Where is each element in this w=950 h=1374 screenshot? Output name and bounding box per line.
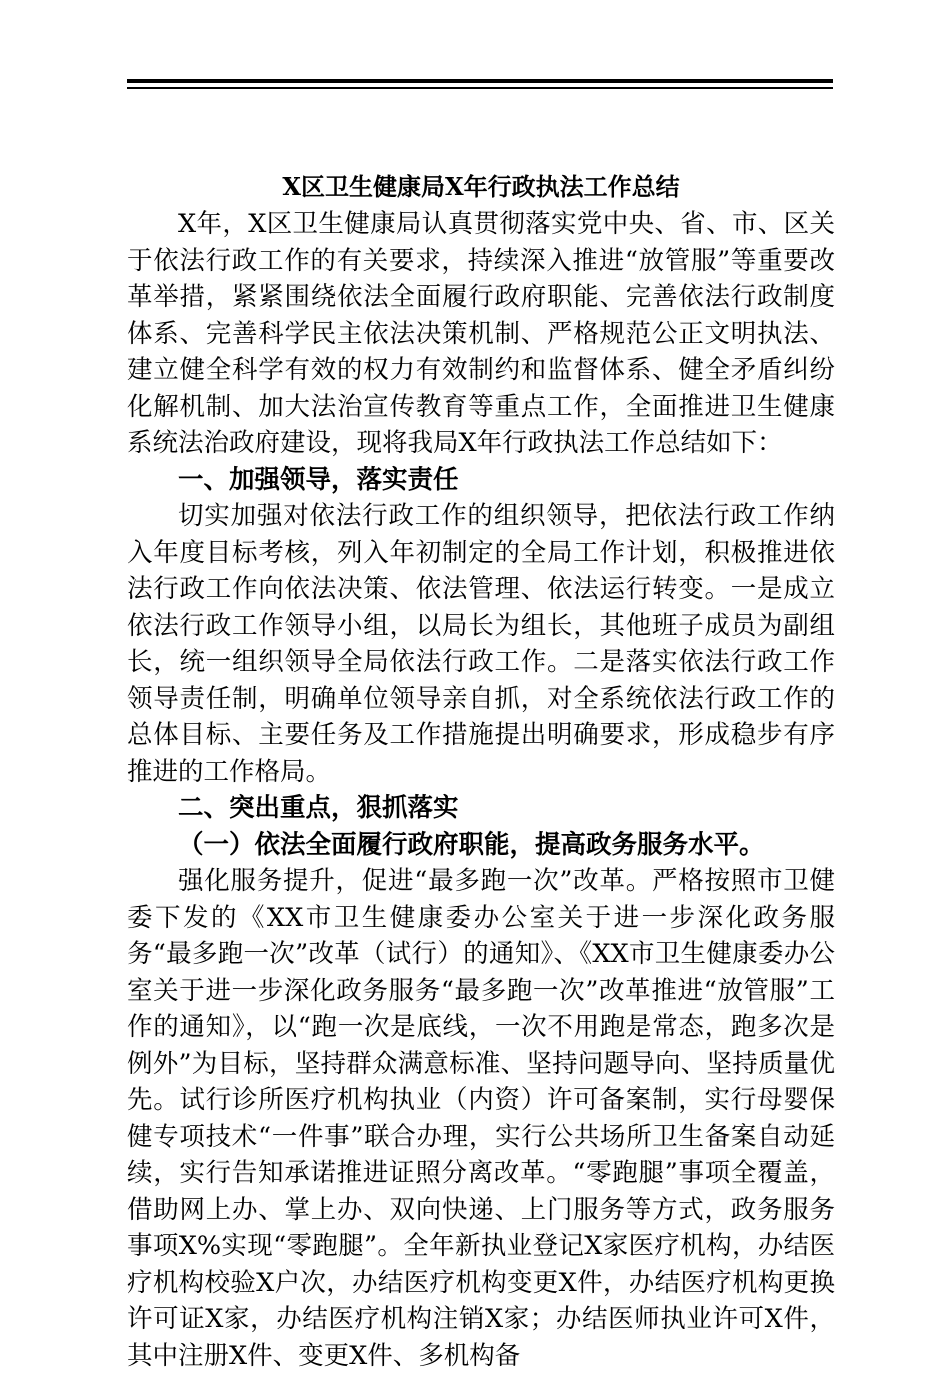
intro-paragraph: X年，X区卫生健康局认真贯彻落实党中央、省、市、区关于依法行政工作的有关要求，持续深入推进“放管服”等重要改革举措，紧紧围绕依法全面履行政府职能、完善依法行政制度体系、完善科学民主依法决策机制、严格规范公正文明执法、建立健全科学有效的权力有效制约和监督体系、健全矛盾纠纷化解机制、加大法治宣传教育等重点工作，全面推进卫生健康系统法治政府建设，现将我局X年行政执法工作总结如下：: [127, 209, 835, 458]
section-1-paragraph: 切实加强对依法行政工作的组织领导，把依法行政工作纳入年度目标考核，列入年初制定的全局工作计划，积极推进依法行政工作向依法决策、依法管理、依法运行转变。一是成立依法行政工作领导小组，以局长为组长，其他班子成员为副组长，统一组织领导全局依法行政工作。二是落实依法行政工作领导责任制，明确单位领导亲自抓，对全系统依法行政工作的总体目标、主要任务及工作措施提出明确要求，形成稳步有序推进的工作格局。: [127, 501, 835, 787]
section-heading-2: 二、突出重点，狠抓落实: [178, 793, 459, 823]
section-heading-1: 一、加强领导，落实责任: [178, 464, 459, 495]
header-rule-thick: [127, 79, 833, 83]
subsection-1-paragraph: 强化服务提升，促进“最多跑一次”改革。严格按照市卫健委下发的《XX市卫生健康委办公室关于进一步深化政务服务“最多跑一次”改革（试行）的通知》、《XX市卫生健康委办公室关于进一步深化政务服务“最多跑一次”改革推进“放管服”工作的通知》，以“跑一次是底线，一次不用跑是常态，跑多次是例外”为目标，坚持群众满意标准、坚持问题导向、坚持质量优先。试行诊所医疗机构执业（内资）许可备案制，实行母婴保健专项技术“一件事”联合办理，实行公共场所卫生备案自动延续，实行告知承诺推进证照分离改革。“零跑腿”事项全覆盖，借助网上办、掌上办、双向快递、上门服务等方式，政务服务事项X%实现“零跑腿”。全年新执业登记X家医疗机构，办结医疗机构校验X户次，办结医疗机构变更X件，办结医疗机构更换许可证X家，办结医疗机构注销X家；办结医师执业许可X件，其中注册X件、变更X件、多机构备: [127, 866, 835, 1371]
subsection-heading-1: （一）依法全面履行政府职能，提高政务服务水平。: [178, 829, 765, 860]
document-title: X区卫生健康局X年行政执法工作总结: [282, 172, 680, 201]
document-body: [127, 168, 835, 1374]
header-rule-thin: [127, 87, 833, 89]
